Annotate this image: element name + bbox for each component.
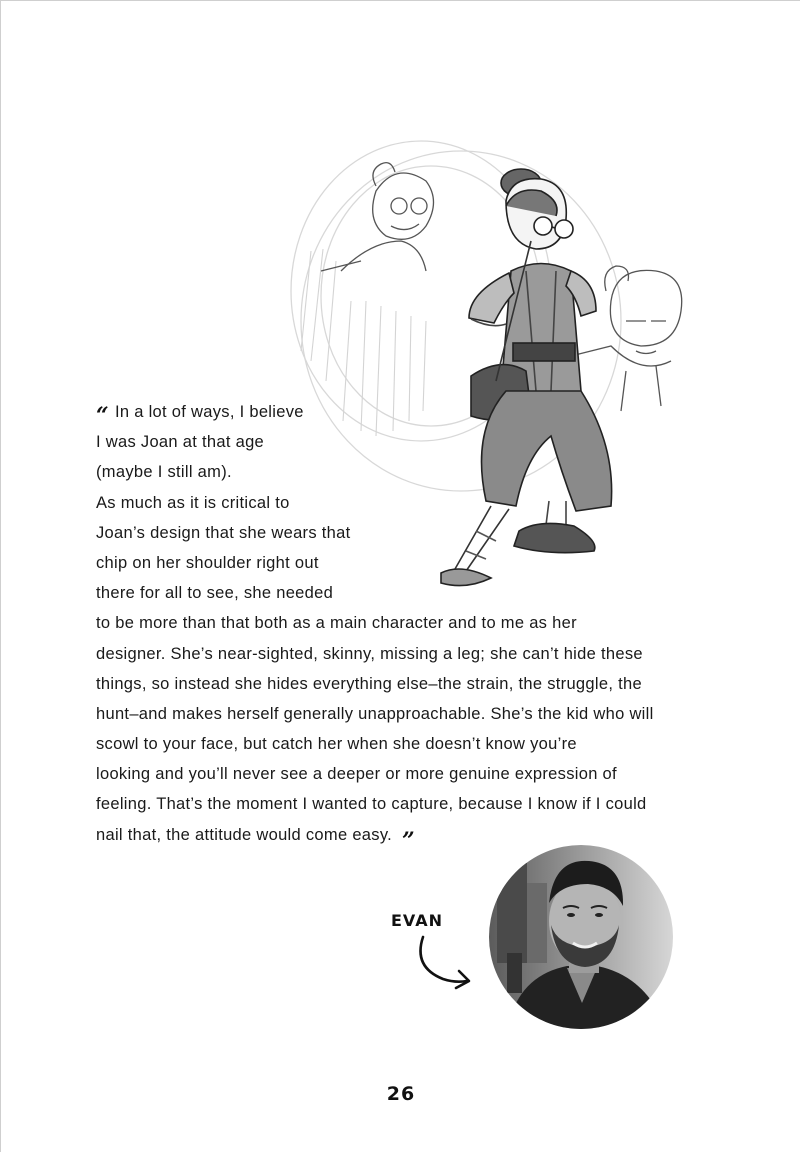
quote-line: nail that, the attitude would come easy. ” [96, 825, 415, 854]
quote-line: designer. She’s near-sighted, skinny, missing a leg; she can’t hide these [96, 644, 643, 663]
quote-line: hunt–and makes herself generally unapproachable. She’s the kid who will [96, 704, 654, 723]
page-number: 26 [386, 1083, 416, 1105]
open-quote-mark: “ [96, 403, 109, 429]
quote-line: Joan’s design that she wears that [96, 523, 351, 542]
quote-line: “ In a lot of ways, I believe [96, 403, 304, 429]
quote-line: As much as it is critical to [96, 493, 290, 512]
quote-line: things, so instead she hides everything else–the strain, the struggle, the [96, 674, 642, 693]
quote-line: chip on her shoulder right out [96, 553, 319, 572]
quote-block [96, 397, 654, 854]
attribution-name: EVAN [391, 911, 443, 930]
quote-line: looking and you’ll never see a deeper or more genuine expression of [96, 765, 617, 784]
quote-line: there for all to see, she needed [96, 584, 334, 603]
close-quote-mark: ” [402, 827, 415, 854]
quote-line: to be more than that both as a main character and to me as her [96, 614, 577, 633]
author-portrait [487, 843, 675, 1031]
quote-line: scowl to your face, but catch her when she doesn’t know you’re [96, 735, 577, 754]
curved-arrow-icon [411, 933, 481, 993]
quote-line: feeling. That’s the moment I wanted to capture, because I know if I could [96, 795, 647, 814]
quote-line: I was Joan at that age [96, 433, 265, 452]
quote-line: (maybe I still am). [96, 463, 232, 482]
